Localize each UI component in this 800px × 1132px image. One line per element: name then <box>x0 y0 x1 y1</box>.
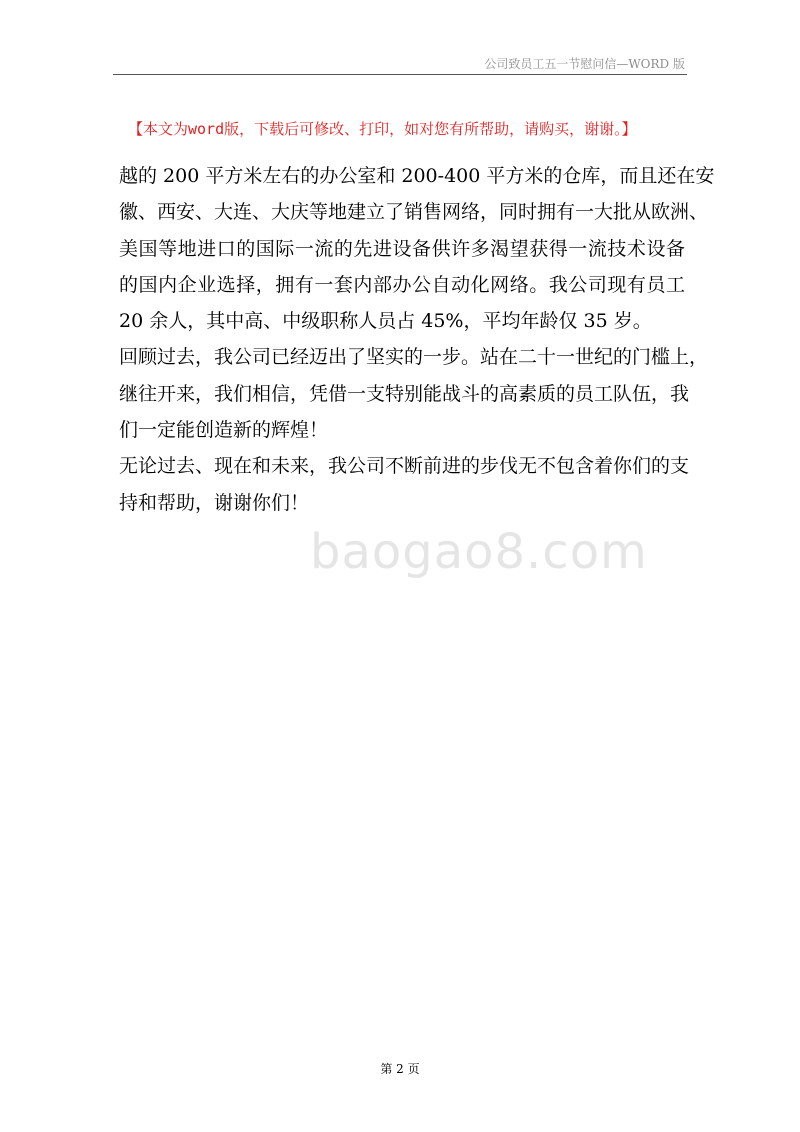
body-line: 继往开来，我们相信，凭借一支特别能战斗的高素质的员工队伍，我 <box>119 382 690 405</box>
body-line: 徽、西安、大连、大庆等地建立了销售网络，同时拥有一大批从欧洲、 <box>119 201 709 224</box>
body-line: 们一定能创造新的辉煌！ <box>119 419 329 442</box>
body-line: 的国内企业选择，拥有一套内部办公自动化网络。我公司现有员工 <box>119 273 685 296</box>
header-divider <box>113 74 687 75</box>
body-line: 回顾过去，我公司已经迈出了坚实的一步。站在二十一世纪的门槛上， <box>119 346 709 369</box>
body-line: 20 余人，其中高、中级职称人员占 45%，平均年龄仅 35 岁。 <box>119 310 652 333</box>
document-body <box>119 158 715 521</box>
body-line: 美国等地进口的国际一流的先进设备供许多渴望获得一流技术设备 <box>119 237 685 260</box>
body-line: 越的 200 平方米左右的办公室和 200-400 平方米的仓库，而且还在安 <box>119 165 715 187</box>
body-line: 无论过去、现在和未来，我公司不断前进的步伐无不包含着你们的支 <box>119 455 690 478</box>
body-line: 持和帮助，谢谢你们！ <box>119 491 310 514</box>
header-title: 公司致员工五一节慰问信—WORD 版 <box>484 57 685 71</box>
download-notice: 【本文为word版，下载后可修改、打印，如对您有所帮助，请购买，谢谢。】 <box>128 120 637 138</box>
page-number: 第 2 页 <box>380 1062 420 1076</box>
watermark: baogao8.com <box>310 524 648 580</box>
